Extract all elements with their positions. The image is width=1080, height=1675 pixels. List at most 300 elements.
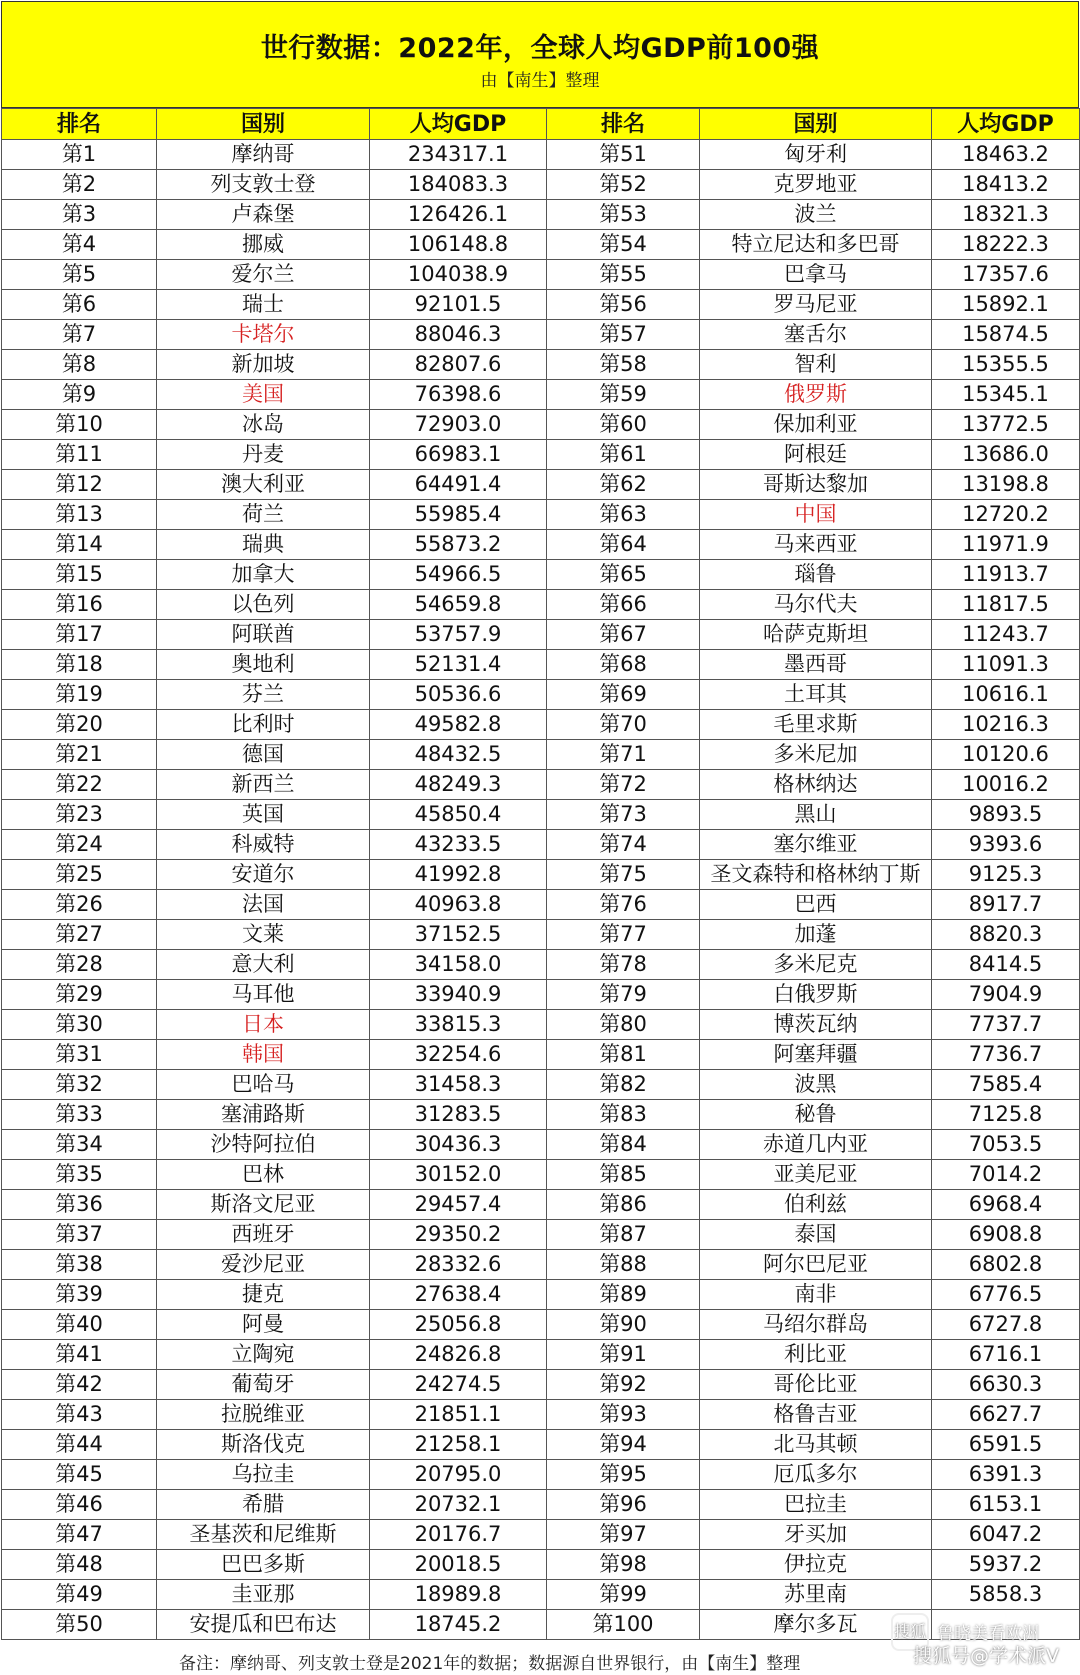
table-row [2, 1550, 1080, 1580]
country-cell: 立陶宛 [157, 1340, 370, 1370]
country-cell: 文莱 [157, 920, 370, 950]
rank-cell: 第50 [2, 1610, 157, 1640]
rank-cell: 第18 [2, 650, 157, 680]
header-gdp: 人均GDP [370, 109, 547, 140]
gdp-cell: 88046.3 [370, 320, 547, 350]
header-country: 国别 [157, 109, 370, 140]
rank-cell: 第93 [547, 1400, 700, 1430]
rank-cell: 第60 [547, 410, 700, 440]
gdp-cell: 6591.5 [932, 1430, 1080, 1460]
rank-cell: 第98 [547, 1550, 700, 1580]
rank-cell: 第6 [2, 290, 157, 320]
table-row [2, 1250, 1080, 1280]
rank-cell: 第26 [2, 890, 157, 920]
country-cell: 法国 [157, 890, 370, 920]
rank-cell: 第48 [2, 1550, 157, 1580]
gdp-cell: 6047.2 [932, 1520, 1080, 1550]
country-cell: 瑞典 [157, 530, 370, 560]
rank-cell: 第49 [2, 1580, 157, 1610]
table-row [2, 1520, 1080, 1550]
gdp-cell: 6716.1 [932, 1340, 1080, 1370]
rank-cell: 第92 [547, 1370, 700, 1400]
gdp-cell: 8414.5 [932, 950, 1080, 980]
gdp-cell: 76398.6 [370, 380, 547, 410]
country-cell: 厄瓜多尔 [700, 1460, 932, 1490]
country-cell: 阿尔巴尼亚 [700, 1250, 932, 1280]
country-cell: 马来西亚 [700, 530, 932, 560]
gdp-cell: 234317.1 [370, 140, 547, 170]
rank-cell: 第63 [547, 500, 700, 530]
rank-cell: 第80 [547, 1010, 700, 1040]
table-row [2, 1190, 1080, 1220]
gdp-cell: 7014.2 [932, 1160, 1080, 1190]
table-row [2, 650, 1080, 680]
gdp-cell: 6968.4 [932, 1190, 1080, 1220]
country-cell: 希腊 [157, 1490, 370, 1520]
table-row [2, 1490, 1080, 1520]
table-row [2, 1460, 1080, 1490]
country-cell: 乌拉圭 [157, 1460, 370, 1490]
gdp-cell: 7737.7 [932, 1010, 1080, 1040]
rank-cell: 第45 [2, 1460, 157, 1490]
page-title: 世行数据：2022年，全球人均GDP前100强 [260, 33, 820, 64]
table-row [2, 890, 1080, 920]
rank-cell: 第27 [2, 920, 157, 950]
rank-cell: 第55 [547, 260, 700, 290]
table-row [2, 920, 1080, 950]
country-cell: 沙特阿拉伯 [157, 1130, 370, 1160]
gdp-cell: 21258.1 [370, 1430, 547, 1460]
gdp-cell: 13198.8 [932, 470, 1080, 500]
gdp-cell: 24826.8 [370, 1340, 547, 1370]
rank-cell: 第75 [547, 860, 700, 890]
rank-cell: 第69 [547, 680, 700, 710]
rank-cell: 第23 [2, 800, 157, 830]
rank-cell: 第56 [547, 290, 700, 320]
gdp-cell: 18745.2 [370, 1610, 547, 1640]
country-cell: 亚美尼亚 [700, 1160, 932, 1190]
country-cell: 秘鲁 [700, 1100, 932, 1130]
gdp-cell: 64491.4 [370, 470, 547, 500]
rank-cell: 第21 [2, 740, 157, 770]
country-cell: 爱沙尼亚 [157, 1250, 370, 1280]
gdp-cell: 33940.9 [370, 980, 547, 1010]
country-cell: 多米尼克 [700, 950, 932, 980]
gdp-cell: 6391.3 [932, 1460, 1080, 1490]
country-cell: 阿塞拜疆 [700, 1040, 932, 1070]
country-cell: 英国 [157, 800, 370, 830]
country-cell: 马尔代夫 [700, 590, 932, 620]
table-row [2, 200, 1080, 230]
table-row [2, 470, 1080, 500]
country-cell: 巴巴多斯 [157, 1550, 370, 1580]
gdp-cell: 11913.7 [932, 560, 1080, 590]
country-cell: 马耳他 [157, 980, 370, 1010]
rank-cell: 第66 [547, 590, 700, 620]
rank-cell: 第39 [2, 1280, 157, 1310]
country-cell: 北马其顿 [700, 1430, 932, 1460]
rank-cell: 第81 [547, 1040, 700, 1070]
country-cell: 博茨瓦纳 [700, 1010, 932, 1040]
country-cell: 塞舌尔 [700, 320, 932, 350]
table-row [2, 950, 1080, 980]
country-cell: 罗马尼亚 [700, 290, 932, 320]
rank-cell: 第95 [547, 1460, 700, 1490]
country-cell: 列支敦士登 [157, 170, 370, 200]
table-row [2, 1100, 1080, 1130]
rank-cell: 第97 [547, 1520, 700, 1550]
gdp-cell: 7125.8 [932, 1100, 1080, 1130]
rank-cell: 第100 [547, 1610, 700, 1640]
country-cell: 土耳其 [700, 680, 932, 710]
rank-cell: 第9 [2, 380, 157, 410]
gdp-cell: 6153.1 [932, 1490, 1080, 1520]
country-cell: 阿联酋 [157, 620, 370, 650]
table-row [2, 620, 1080, 650]
gdp-cell: 25056.8 [370, 1310, 547, 1340]
country-cell: 冰岛 [157, 410, 370, 440]
country-cell: 中国 [700, 500, 932, 530]
rank-cell: 第47 [2, 1520, 157, 1550]
gdp-cell: 11817.5 [932, 590, 1080, 620]
country-cell: 巴哈马 [157, 1070, 370, 1100]
gdp-cell: 72903.0 [370, 410, 547, 440]
gdp-cell: 13772.5 [932, 410, 1080, 440]
rank-cell: 第25 [2, 860, 157, 890]
country-cell: 芬兰 [157, 680, 370, 710]
country-cell: 新西兰 [157, 770, 370, 800]
country-cell: 挪威 [157, 230, 370, 260]
gdp-cell: 50536.6 [370, 680, 547, 710]
gdp-cell: 32254.6 [370, 1040, 547, 1070]
gdp-cell: 11243.7 [932, 620, 1080, 650]
table-row [2, 140, 1080, 170]
gdp-cell: 6776.5 [932, 1280, 1080, 1310]
gdp-cell: 18989.8 [370, 1580, 547, 1610]
country-cell: 斯洛伐克 [157, 1430, 370, 1460]
title-banner [1, 1, 1079, 108]
country-cell: 加拿大 [157, 560, 370, 590]
gdp-cell: 20176.7 [370, 1520, 547, 1550]
gdp-cell: 20732.1 [370, 1490, 547, 1520]
country-cell: 澳大利亚 [157, 470, 370, 500]
country-cell: 南非 [700, 1280, 932, 1310]
rank-cell: 第43 [2, 1400, 157, 1430]
gdp-cell: 40963.8 [370, 890, 547, 920]
gdp-cell: 55873.2 [370, 530, 547, 560]
table-row [2, 710, 1080, 740]
gdp-cell: 10216.3 [932, 710, 1080, 740]
gdp-cell: 43233.5 [370, 830, 547, 860]
country-cell: 摩尔多瓦 [700, 1610, 932, 1640]
rank-cell: 第42 [2, 1370, 157, 1400]
country-cell: 塞尔维亚 [700, 830, 932, 860]
table-row [2, 1400, 1080, 1430]
gdp-cell: 10016.2 [932, 770, 1080, 800]
rank-cell: 第3 [2, 200, 157, 230]
rank-cell: 第72 [547, 770, 700, 800]
rank-cell: 第90 [547, 1310, 700, 1340]
country-cell: 利比亚 [700, 1340, 932, 1370]
country-cell: 巴拿马 [700, 260, 932, 290]
country-cell: 科威特 [157, 830, 370, 860]
country-cell: 圭亚那 [157, 1580, 370, 1610]
table-row [2, 530, 1080, 560]
table-row [2, 1370, 1080, 1400]
country-cell: 爱尔兰 [157, 260, 370, 290]
country-cell: 哥伦比亚 [700, 1370, 932, 1400]
gdp-cell: 30436.3 [370, 1130, 547, 1160]
table-row [2, 1430, 1080, 1460]
country-cell: 白俄罗斯 [700, 980, 932, 1010]
country-cell: 卢森堡 [157, 200, 370, 230]
table-row [2, 800, 1080, 830]
country-cell: 伯利兹 [700, 1190, 932, 1220]
rank-cell: 第35 [2, 1160, 157, 1190]
gdp-cell: 52131.4 [370, 650, 547, 680]
rank-cell: 第76 [547, 890, 700, 920]
gdp-cell: 6727.8 [932, 1310, 1080, 1340]
table-row [2, 1010, 1080, 1040]
country-cell: 哥斯达黎加 [700, 470, 932, 500]
gdp-cell: 15892.1 [932, 290, 1080, 320]
gdp-cell: 8917.7 [932, 890, 1080, 920]
rank-cell: 第15 [2, 560, 157, 590]
gdp-cell: 6630.3 [932, 1370, 1080, 1400]
country-cell: 波兰 [700, 200, 932, 230]
country-cell: 韩国 [157, 1040, 370, 1070]
country-cell: 特立尼达和多巴哥 [700, 230, 932, 260]
country-cell: 泰国 [700, 1220, 932, 1250]
gdp-cell: 10120.6 [932, 740, 1080, 770]
table-row [2, 350, 1080, 380]
country-cell: 哈萨克斯坦 [700, 620, 932, 650]
gdp-cell: 29350.2 [370, 1220, 547, 1250]
gdp-cell: 9893.5 [932, 800, 1080, 830]
rank-cell: 第87 [547, 1220, 700, 1250]
country-cell: 荷兰 [157, 500, 370, 530]
header-rank: 排名 [2, 109, 157, 140]
header-country: 国别 [700, 109, 932, 140]
table-row [2, 320, 1080, 350]
country-cell: 阿曼 [157, 1310, 370, 1340]
country-cell: 墨西哥 [700, 650, 932, 680]
gdp-cell: 17357.6 [932, 260, 1080, 290]
country-cell: 圣基茨和尼维斯 [157, 1520, 370, 1550]
page-subtitle: 由【南生】整理 [480, 71, 600, 91]
gdp-cell: 27638.4 [370, 1280, 547, 1310]
rank-cell: 第77 [547, 920, 700, 950]
rank-cell: 第85 [547, 1160, 700, 1190]
gdp-cell: 48249.3 [370, 770, 547, 800]
gdp-cell: 11091.3 [932, 650, 1080, 680]
country-cell: 加蓬 [700, 920, 932, 950]
rank-cell: 第29 [2, 980, 157, 1010]
country-cell: 安提瓜和巴布达 [157, 1610, 370, 1640]
gdp-cell: 28332.6 [370, 1250, 547, 1280]
gdp-ranking-sheet [1, 1, 1079, 1673]
rank-cell: 第7 [2, 320, 157, 350]
table-row [2, 1280, 1080, 1310]
gdp-cell: 53757.9 [370, 620, 547, 650]
table-row [2, 500, 1080, 530]
rank-cell: 第65 [547, 560, 700, 590]
rank-cell: 第57 [547, 320, 700, 350]
gdp-cell: 48432.5 [370, 740, 547, 770]
gdp-cell: 6627.7 [932, 1400, 1080, 1430]
rank-cell: 第16 [2, 590, 157, 620]
rank-cell: 第51 [547, 140, 700, 170]
country-cell: 苏里南 [700, 1580, 932, 1610]
country-cell: 安道尔 [157, 860, 370, 890]
country-cell: 新加坡 [157, 350, 370, 380]
rank-cell: 第74 [547, 830, 700, 860]
country-cell: 毛里求斯 [700, 710, 932, 740]
table-row [2, 230, 1080, 260]
rank-cell: 第22 [2, 770, 157, 800]
rank-cell: 第84 [547, 1130, 700, 1160]
rank-cell: 第30 [2, 1010, 157, 1040]
table-row [2, 560, 1080, 590]
country-cell: 格鲁吉亚 [700, 1400, 932, 1430]
gdp-cell: 20018.5 [370, 1550, 547, 1580]
table-row [2, 680, 1080, 710]
rank-cell: 第41 [2, 1340, 157, 1370]
gdp-cell: 55985.4 [370, 500, 547, 530]
gdp-cell: 18413.2 [932, 170, 1080, 200]
country-cell: 格林纳达 [700, 770, 932, 800]
gdp-cell: 7736.7 [932, 1040, 1080, 1070]
country-cell: 卡塔尔 [157, 320, 370, 350]
country-cell: 巴拉圭 [700, 1490, 932, 1520]
gdp-cell: 66983.1 [370, 440, 547, 470]
country-cell: 美国 [157, 380, 370, 410]
gdp-cell: 54966.5 [370, 560, 547, 590]
rank-cell: 第94 [547, 1430, 700, 1460]
country-cell: 伊拉克 [700, 1550, 932, 1580]
gdp-cell: 24274.5 [370, 1370, 547, 1400]
rank-cell: 第17 [2, 620, 157, 650]
rank-cell: 第79 [547, 980, 700, 1010]
rank-cell: 第58 [547, 350, 700, 380]
country-cell: 以色列 [157, 590, 370, 620]
gdp-cell: 21851.1 [370, 1400, 547, 1430]
rank-cell: 第34 [2, 1130, 157, 1160]
table-row [2, 260, 1080, 290]
country-cell: 拉脱维亚 [157, 1400, 370, 1430]
rank-cell: 第52 [547, 170, 700, 200]
country-cell: 斯洛文尼亚 [157, 1190, 370, 1220]
gdp-cell: 37152.5 [370, 920, 547, 950]
rank-cell: 第53 [547, 200, 700, 230]
table-row [2, 980, 1080, 1010]
rank-cell: 第31 [2, 1040, 157, 1070]
country-cell: 意大利 [157, 950, 370, 980]
gdp-cell: 18321.3 [932, 200, 1080, 230]
gdp-cell: 15874.5 [932, 320, 1080, 350]
gdp-cell: 92101.5 [370, 290, 547, 320]
country-cell: 马绍尔群岛 [700, 1310, 932, 1340]
gdp-cell: 6908.8 [932, 1220, 1080, 1250]
rank-cell: 第36 [2, 1190, 157, 1220]
rank-cell: 第64 [547, 530, 700, 560]
table-row [2, 1130, 1080, 1160]
rank-cell: 第44 [2, 1430, 157, 1460]
country-cell: 巴林 [157, 1160, 370, 1190]
table-row [2, 1220, 1080, 1250]
rank-cell: 第89 [547, 1280, 700, 1310]
rank-cell: 第28 [2, 950, 157, 980]
table-row [2, 740, 1080, 770]
country-cell: 西班牙 [157, 1220, 370, 1250]
gdp-cell: 184083.3 [370, 170, 547, 200]
table-row [2, 380, 1080, 410]
rank-cell: 第14 [2, 530, 157, 560]
gdp-cell: 41992.8 [370, 860, 547, 890]
rank-cell: 第38 [2, 1250, 157, 1280]
country-cell: 圣文森特和格林纳丁斯 [700, 860, 932, 890]
rank-cell: 第46 [2, 1490, 157, 1520]
country-cell: 瑙鲁 [700, 560, 932, 590]
gdp-cell: 18463.2 [932, 140, 1080, 170]
country-cell: 赤道几内亚 [700, 1130, 932, 1160]
table-body [2, 140, 1080, 1640]
country-cell: 阿根廷 [700, 440, 932, 470]
table-row [2, 590, 1080, 620]
country-cell: 德国 [157, 740, 370, 770]
table-row [2, 1310, 1080, 1340]
watermark-account: 搜狐号@学术派V [913, 1645, 1059, 1667]
country-cell: 克罗地亚 [700, 170, 932, 200]
gdp-cell: 126426.1 [370, 200, 547, 230]
rank-cell: 第96 [547, 1490, 700, 1520]
table-header-row [2, 109, 1080, 140]
rank-cell: 第4 [2, 230, 157, 260]
gdp-cell: 104038.9 [370, 260, 547, 290]
gdp-cell: 8820.3 [932, 920, 1080, 950]
country-cell: 瑞士 [157, 290, 370, 320]
rank-cell: 第83 [547, 1100, 700, 1130]
gdp-cell: 7904.9 [932, 980, 1080, 1010]
rank-cell: 第12 [2, 470, 157, 500]
rank-cell: 第37 [2, 1220, 157, 1250]
rank-cell: 第86 [547, 1190, 700, 1220]
watermark-author: 鲁晓美看欧洲 [937, 1624, 1039, 1644]
rank-cell: 第32 [2, 1070, 157, 1100]
gdp-cell: 31458.3 [370, 1070, 547, 1100]
rank-cell: 第40 [2, 1310, 157, 1340]
rank-cell: 第10 [2, 410, 157, 440]
gdp-cell: 5937.2 [932, 1550, 1080, 1580]
country-cell: 牙买加 [700, 1520, 932, 1550]
rank-cell: 第68 [547, 650, 700, 680]
header-rank: 排名 [547, 109, 700, 140]
rank-cell: 第19 [2, 680, 157, 710]
gdp-cell: 10616.1 [932, 680, 1080, 710]
gdp-cell: 13686.0 [932, 440, 1080, 470]
country-cell: 匈牙利 [700, 140, 932, 170]
country-cell: 塞浦路斯 [157, 1100, 370, 1130]
rank-cell: 第82 [547, 1070, 700, 1100]
rank-cell: 第78 [547, 950, 700, 980]
gdp-cell: 31283.5 [370, 1100, 547, 1130]
country-cell: 日本 [157, 1010, 370, 1040]
gdp-cell: 106148.8 [370, 230, 547, 260]
table-row [2, 1160, 1080, 1190]
gdp-cell: 9393.6 [932, 830, 1080, 860]
gdp-cell: 7053.5 [932, 1130, 1080, 1160]
table-row [2, 1340, 1080, 1370]
